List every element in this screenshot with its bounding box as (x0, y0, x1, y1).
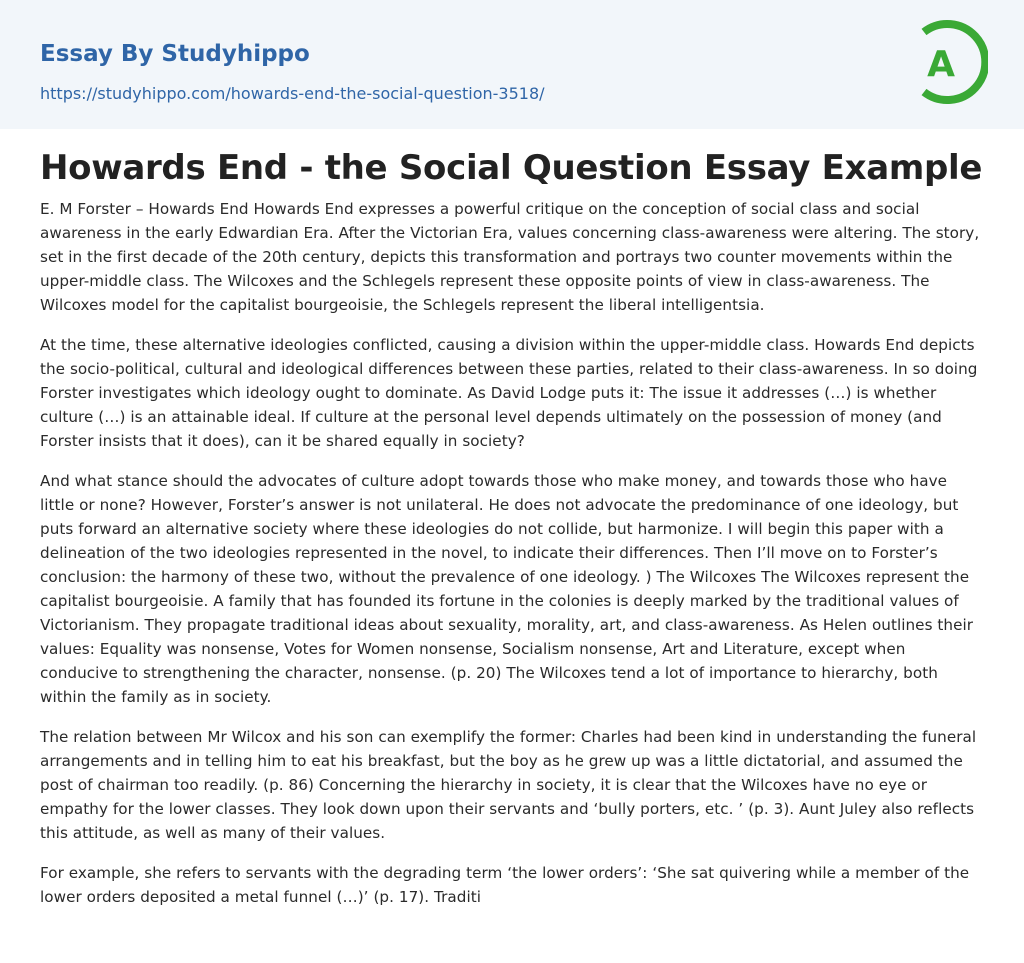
paragraph: At the time, these alternative ideologies conflicted, causing a division within the upper-middle class. Howards End depicts the socio-political, cultural and ideological differences between these parties, related to their class-awareness. In so doing Forster investigates which ideology ought to dominate. As David Lodge puts it: The issue it addresses (…) is whether culture (…) is an attainable ideal. If culture at the personal level depends ultimately on the possession of money (and Forster insists that it does), can it be shared equally in society? (40, 336, 978, 450)
logo-letter: A (927, 44, 955, 85)
studyhippo-logo-icon[interactable] (910, 18, 988, 106)
site-header (0, 0, 1024, 129)
source-url-link[interactable]: https://studyhippo.com/howards-end-the-social-question-3518/ (40, 84, 545, 103)
article-body (0, 147, 1024, 909)
page-title: Howards End - the Social Question Essay Example (40, 148, 983, 188)
site-brand[interactable]: Essay By Studyhippo (40, 41, 310, 67)
paragraph: For example, she refers to servants with the degrading term ‘the lower orders’: ‘She sat quivering while a member of the lower orders deposited a metal funnel (…)’ (p. 17). Traditi (40, 864, 970, 906)
paragraph: The relation between Mr Wilcox and his son can exemplify the former: Charles had been kind in understanding the funeral arrangements and in telling him to eat his breakfast, but the boy as he grew up was a little dictatorial, and assumed the post of chairman too readily. (p. 86) Concerning the hierarchy in society, it is clear that the Wilcoxes have no eye or empathy for the lower classes. They look down upon their servants and ‘bully porters, etc. ’ (p. 3). Aunt Juley also reflects this attitude, as well as many of their values. (40, 728, 977, 842)
paragraph: And what stance should the advocates of culture adopt towards those who make money, and towards those who have little or none? However, Forster’s answer is not unilateral. He does not advocate the predominance of one ideology, but puts forward an alternative society where these ideologies do not collide, but harmonize. I will begin this paper with a delineation of the two ideologies represented in the novel, to indicate their differences. Then I’ll move on to Forster’s conclusion: the harmony of these two, without the prevalence of one ideology. ) The Wilcoxes The Wilcoxes represent the capitalist bourgeoisie. A family that has founded its fortune in the colonies is deeply marked by the traditional values of Victorianism. They propagate traditional ideas about sexuality, morality, art, and class-awareness. As Helen outlines their values: Equality was nonsense, Votes for Women nonsense, Socialism nonsense, Art and Literature, except when conducive to strengthening the character, nonsense. (p. 20) The Wilcoxes tend a lot of importance to hierarchy, both within the family as in society. (40, 472, 974, 706)
paragraph: E. M Forster – Howards End Howards End expresses a powerful critique on the conception of social class and social awareness in the early Edwardian Era. After the Victorian Era, values concerning class-awareness were altering. The story, set in the first decade of the 20th century, depicts this transformation and portrays two counter movements within the upper-middle class. The Wilcoxes and the Schlegels represent these opposite points of view in class-awareness. The Wilcoxes model for the capitalist bourgeoisie, the Schlegels represent the liberal intelligentsia. (40, 200, 980, 314)
